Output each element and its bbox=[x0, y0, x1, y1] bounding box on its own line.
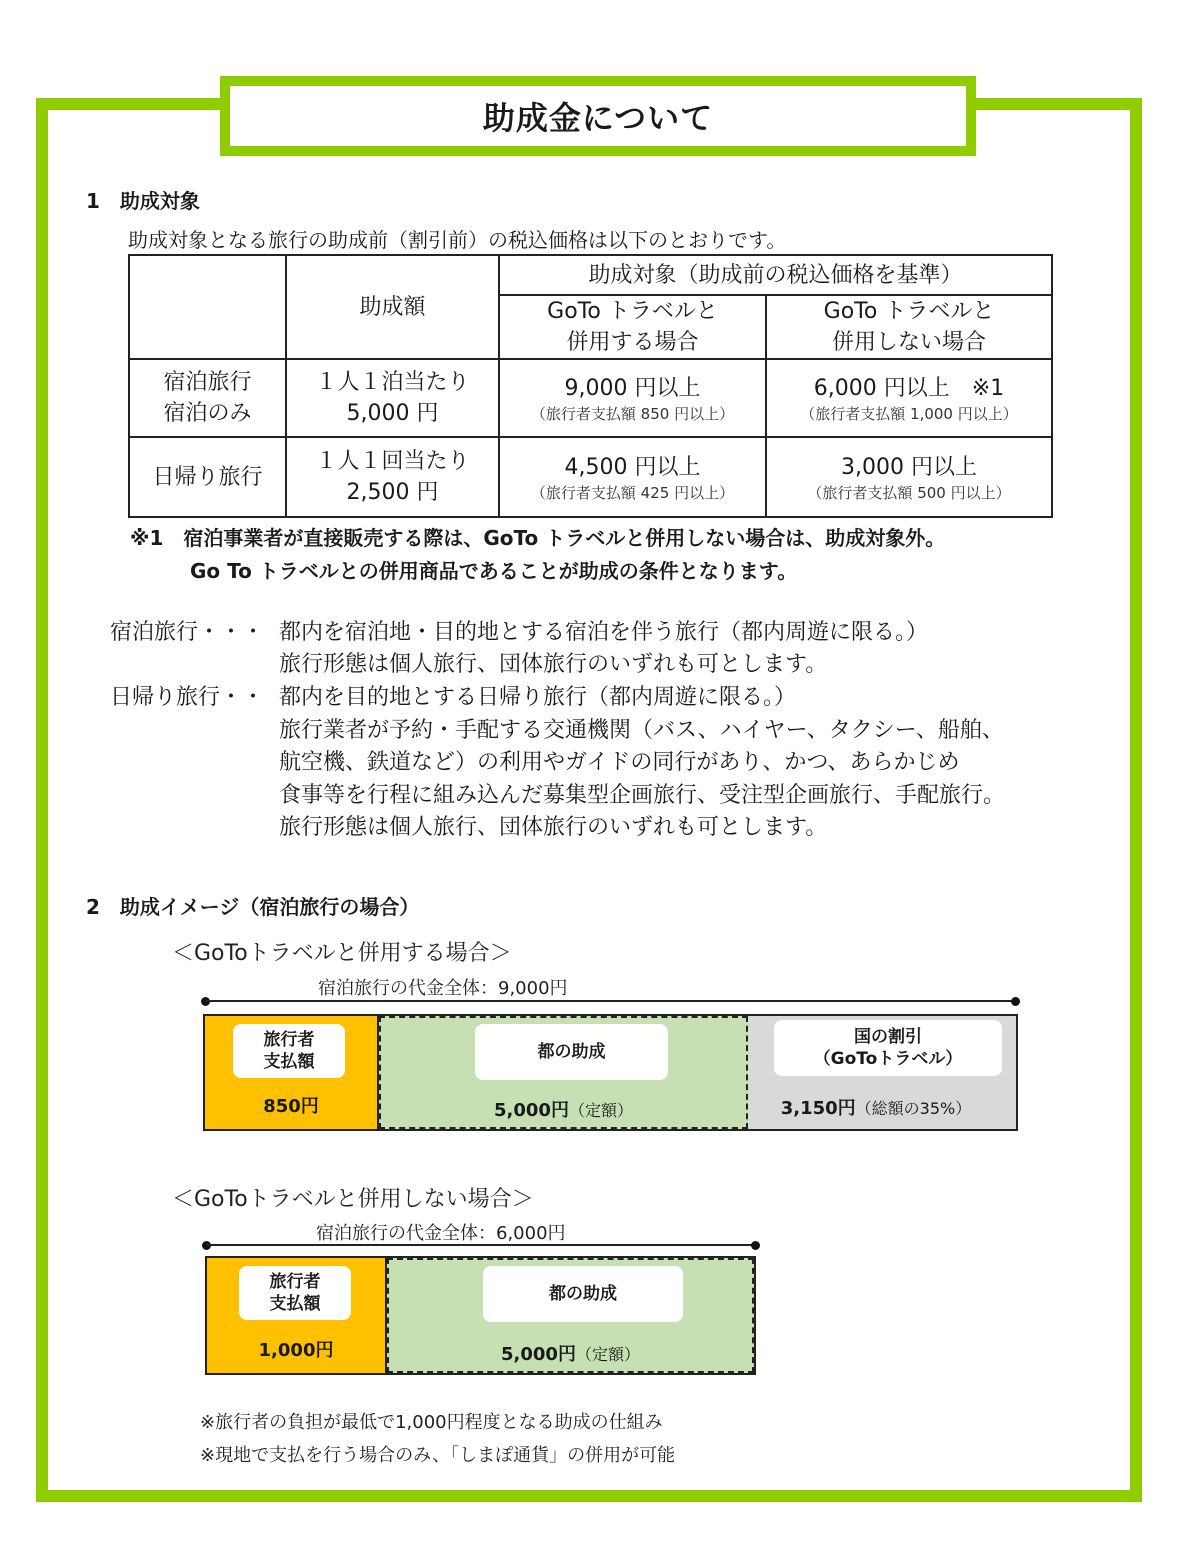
def-stay-label: 宿泊旅行・・・ bbox=[110, 620, 265, 645]
row-without-goto bbox=[766, 359, 1052, 437]
header-amount: 助成額 bbox=[286, 255, 499, 359]
header-target: 助成対象（助成前の税込価格を基準） bbox=[499, 255, 1052, 295]
segment-national-discount bbox=[748, 1016, 1016, 1129]
national-discount-label-line2: （GoToトラベル） bbox=[813, 1049, 963, 1069]
row-amount-line2: 5,000 円 bbox=[346, 401, 439, 426]
row-type-line1: 宿泊旅行 bbox=[163, 370, 252, 395]
def-day-line2: 旅行業者が予約・手配する交通機関（バス、ハイヤー、タクシー、船舶、 bbox=[279, 718, 1004, 743]
title-box bbox=[220, 76, 976, 156]
breakdown-bar-with-goto bbox=[203, 1014, 1018, 1131]
tokyo-subsidy-label: 都の助成 bbox=[483, 1266, 683, 1322]
national-discount-note: （総額の35%） bbox=[855, 1099, 972, 1118]
case-without-subheading: ＜GoToトラベルと併用しない場合＞ bbox=[172, 1187, 534, 1212]
row-type-line2: 宿泊のみ bbox=[163, 401, 252, 426]
table-row bbox=[129, 359, 1052, 437]
row-without-sub: （旅行者支払額 1,000 円以上） bbox=[800, 404, 1018, 423]
row-type bbox=[129, 359, 286, 437]
tokyo-subsidy-value: 5,000円 bbox=[501, 1344, 576, 1365]
row-without-sub: （旅行者支払額 500 円以上） bbox=[807, 483, 1011, 502]
def-day-line5: 旅行形態は個人旅行、団体旅行のいずれも可とします。 bbox=[279, 815, 828, 840]
tokyo-subsidy-value: 5,000円 bbox=[494, 1100, 569, 1121]
header-without-goto-line2: 併用しない場合 bbox=[832, 330, 987, 355]
section-1-intro: 助成対象となる旅行の助成前（割引前）の税込価格は以下のとおりです。 bbox=[128, 228, 787, 252]
row-with-goto bbox=[499, 359, 766, 437]
row-amount bbox=[286, 437, 499, 517]
traveler-payment-amount: 1,000円 bbox=[258, 1340, 334, 1361]
national-discount-label-line1: 国の割引 bbox=[854, 1027, 922, 1047]
page-title: 助成金について bbox=[482, 99, 714, 137]
table-row bbox=[129, 437, 1052, 517]
case-with-total: 宿泊旅行の代金全体：9,000円 bbox=[318, 978, 568, 999]
row-amount-line2: 2,500 円 bbox=[346, 480, 439, 505]
total-line-end-dot bbox=[1011, 997, 1020, 1006]
tokyo-subsidy-label: 都の助成 bbox=[475, 1024, 668, 1080]
table-note-1: ※1 宿泊事業者が直接販売する際は、GoTo トラベルと併用しない場合は、助成対象外。 bbox=[130, 526, 946, 550]
header-with-goto-line1: GoTo トラベルと bbox=[547, 299, 718, 324]
row-without-goto bbox=[766, 437, 1052, 517]
footnote-1: ※旅行者の負担が最低で1,000円程度となる助成の仕組み bbox=[200, 1412, 663, 1433]
section-1-heading: 1 助成対象 bbox=[86, 189, 200, 213]
traveler-payment-amount: 850円 bbox=[263, 1096, 319, 1117]
header-with-goto-line2: 併用する場合 bbox=[566, 330, 699, 355]
header-without-goto-line1: GoTo トラベルと bbox=[823, 299, 995, 324]
section-2-heading: 2 助成イメージ（宿泊旅行の場合） bbox=[86, 895, 420, 919]
subsidy-table bbox=[128, 254, 1053, 518]
tokyo-subsidy-amount bbox=[381, 1096, 746, 1122]
national-discount-value: 3,150円 bbox=[780, 1098, 856, 1119]
national-discount-label bbox=[774, 1020, 1002, 1076]
total-line bbox=[205, 1000, 1015, 1002]
row-without-main: 6,000 円以上 ※1 bbox=[813, 375, 1005, 401]
segment-tokyo-subsidy bbox=[387, 1258, 754, 1373]
row-amount bbox=[286, 359, 499, 437]
def-day-line3: 航空機、鉄道など）の利用やガイドの同行があり、かつ、あらかじめ bbox=[279, 750, 960, 775]
traveler-payment-label bbox=[233, 1024, 345, 1078]
traveler-payment-label-line1: 旅行者 bbox=[263, 1030, 315, 1050]
tokyo-subsidy-amount bbox=[389, 1340, 752, 1366]
table-corner-cell bbox=[129, 255, 286, 359]
traveler-payment-label bbox=[239, 1266, 351, 1320]
def-day-line4: 食事等を行程に組み込んだ募集型企画旅行、受注型企画旅行、手配旅行。 bbox=[279, 783, 1006, 808]
def-day-line1: 都内を目的地とする日帰り旅行（都内周遊に限る。） bbox=[279, 685, 797, 710]
row-amount-line1: １人１泊当たり bbox=[315, 370, 470, 395]
header-without-goto bbox=[766, 295, 1052, 359]
traveler-payment-label-line2: 支払額 bbox=[263, 1052, 315, 1072]
total-line-end-dot bbox=[751, 1241, 760, 1250]
row-with-sub: （旅行者支払額 850 円以上） bbox=[530, 404, 735, 423]
traveler-payment-label-line2: 支払額 bbox=[269, 1294, 321, 1314]
row-with-main: 4,500 円以上 bbox=[564, 454, 701, 480]
def-stay-line1: 都内を宿泊地・目的地とする宿泊を伴う旅行（都内周遊に限る。） bbox=[279, 620, 929, 645]
case-with-subheading: ＜GoToトラベルと併用する場合＞ bbox=[172, 941, 512, 966]
row-amount-line1: １人１回当たり bbox=[315, 449, 470, 474]
footnote-2: ※現地で支払を行う場合のみ、「しまぽ通貨」の併用が可能 bbox=[200, 1445, 676, 1466]
row-with-goto bbox=[499, 437, 766, 517]
segment-traveler-payment bbox=[207, 1258, 387, 1373]
def-day-label: 日帰り旅行・・ bbox=[110, 685, 265, 710]
total-line bbox=[206, 1244, 756, 1246]
segment-traveler-payment bbox=[205, 1016, 379, 1129]
case-without-total: 宿泊旅行の代金全体：6,000円 bbox=[316, 1223, 566, 1244]
row-type: 日帰り旅行 bbox=[129, 437, 286, 517]
row-with-sub: （旅行者支払額 425 円以上） bbox=[530, 483, 735, 502]
breakdown-bar-without-goto bbox=[205, 1256, 756, 1375]
header-with-goto bbox=[499, 295, 766, 359]
traveler-payment-label-line1: 旅行者 bbox=[269, 1272, 321, 1292]
def-stay-line2: 旅行形態は個人旅行、団体旅行のいずれも可とします。 bbox=[279, 652, 828, 677]
row-with-main: 9,000 円以上 bbox=[564, 375, 701, 401]
tokyo-subsidy-note: （定額） bbox=[575, 1345, 640, 1364]
tokyo-subsidy-note: （定額） bbox=[568, 1101, 633, 1120]
segment-tokyo-subsidy bbox=[379, 1016, 748, 1129]
table-note-2: Go To トラベルとの併用商品であることが助成の条件となります。 bbox=[190, 559, 798, 583]
national-discount-amount bbox=[736, 1094, 1016, 1120]
row-without-main: 3,000 円以上 bbox=[841, 454, 977, 480]
